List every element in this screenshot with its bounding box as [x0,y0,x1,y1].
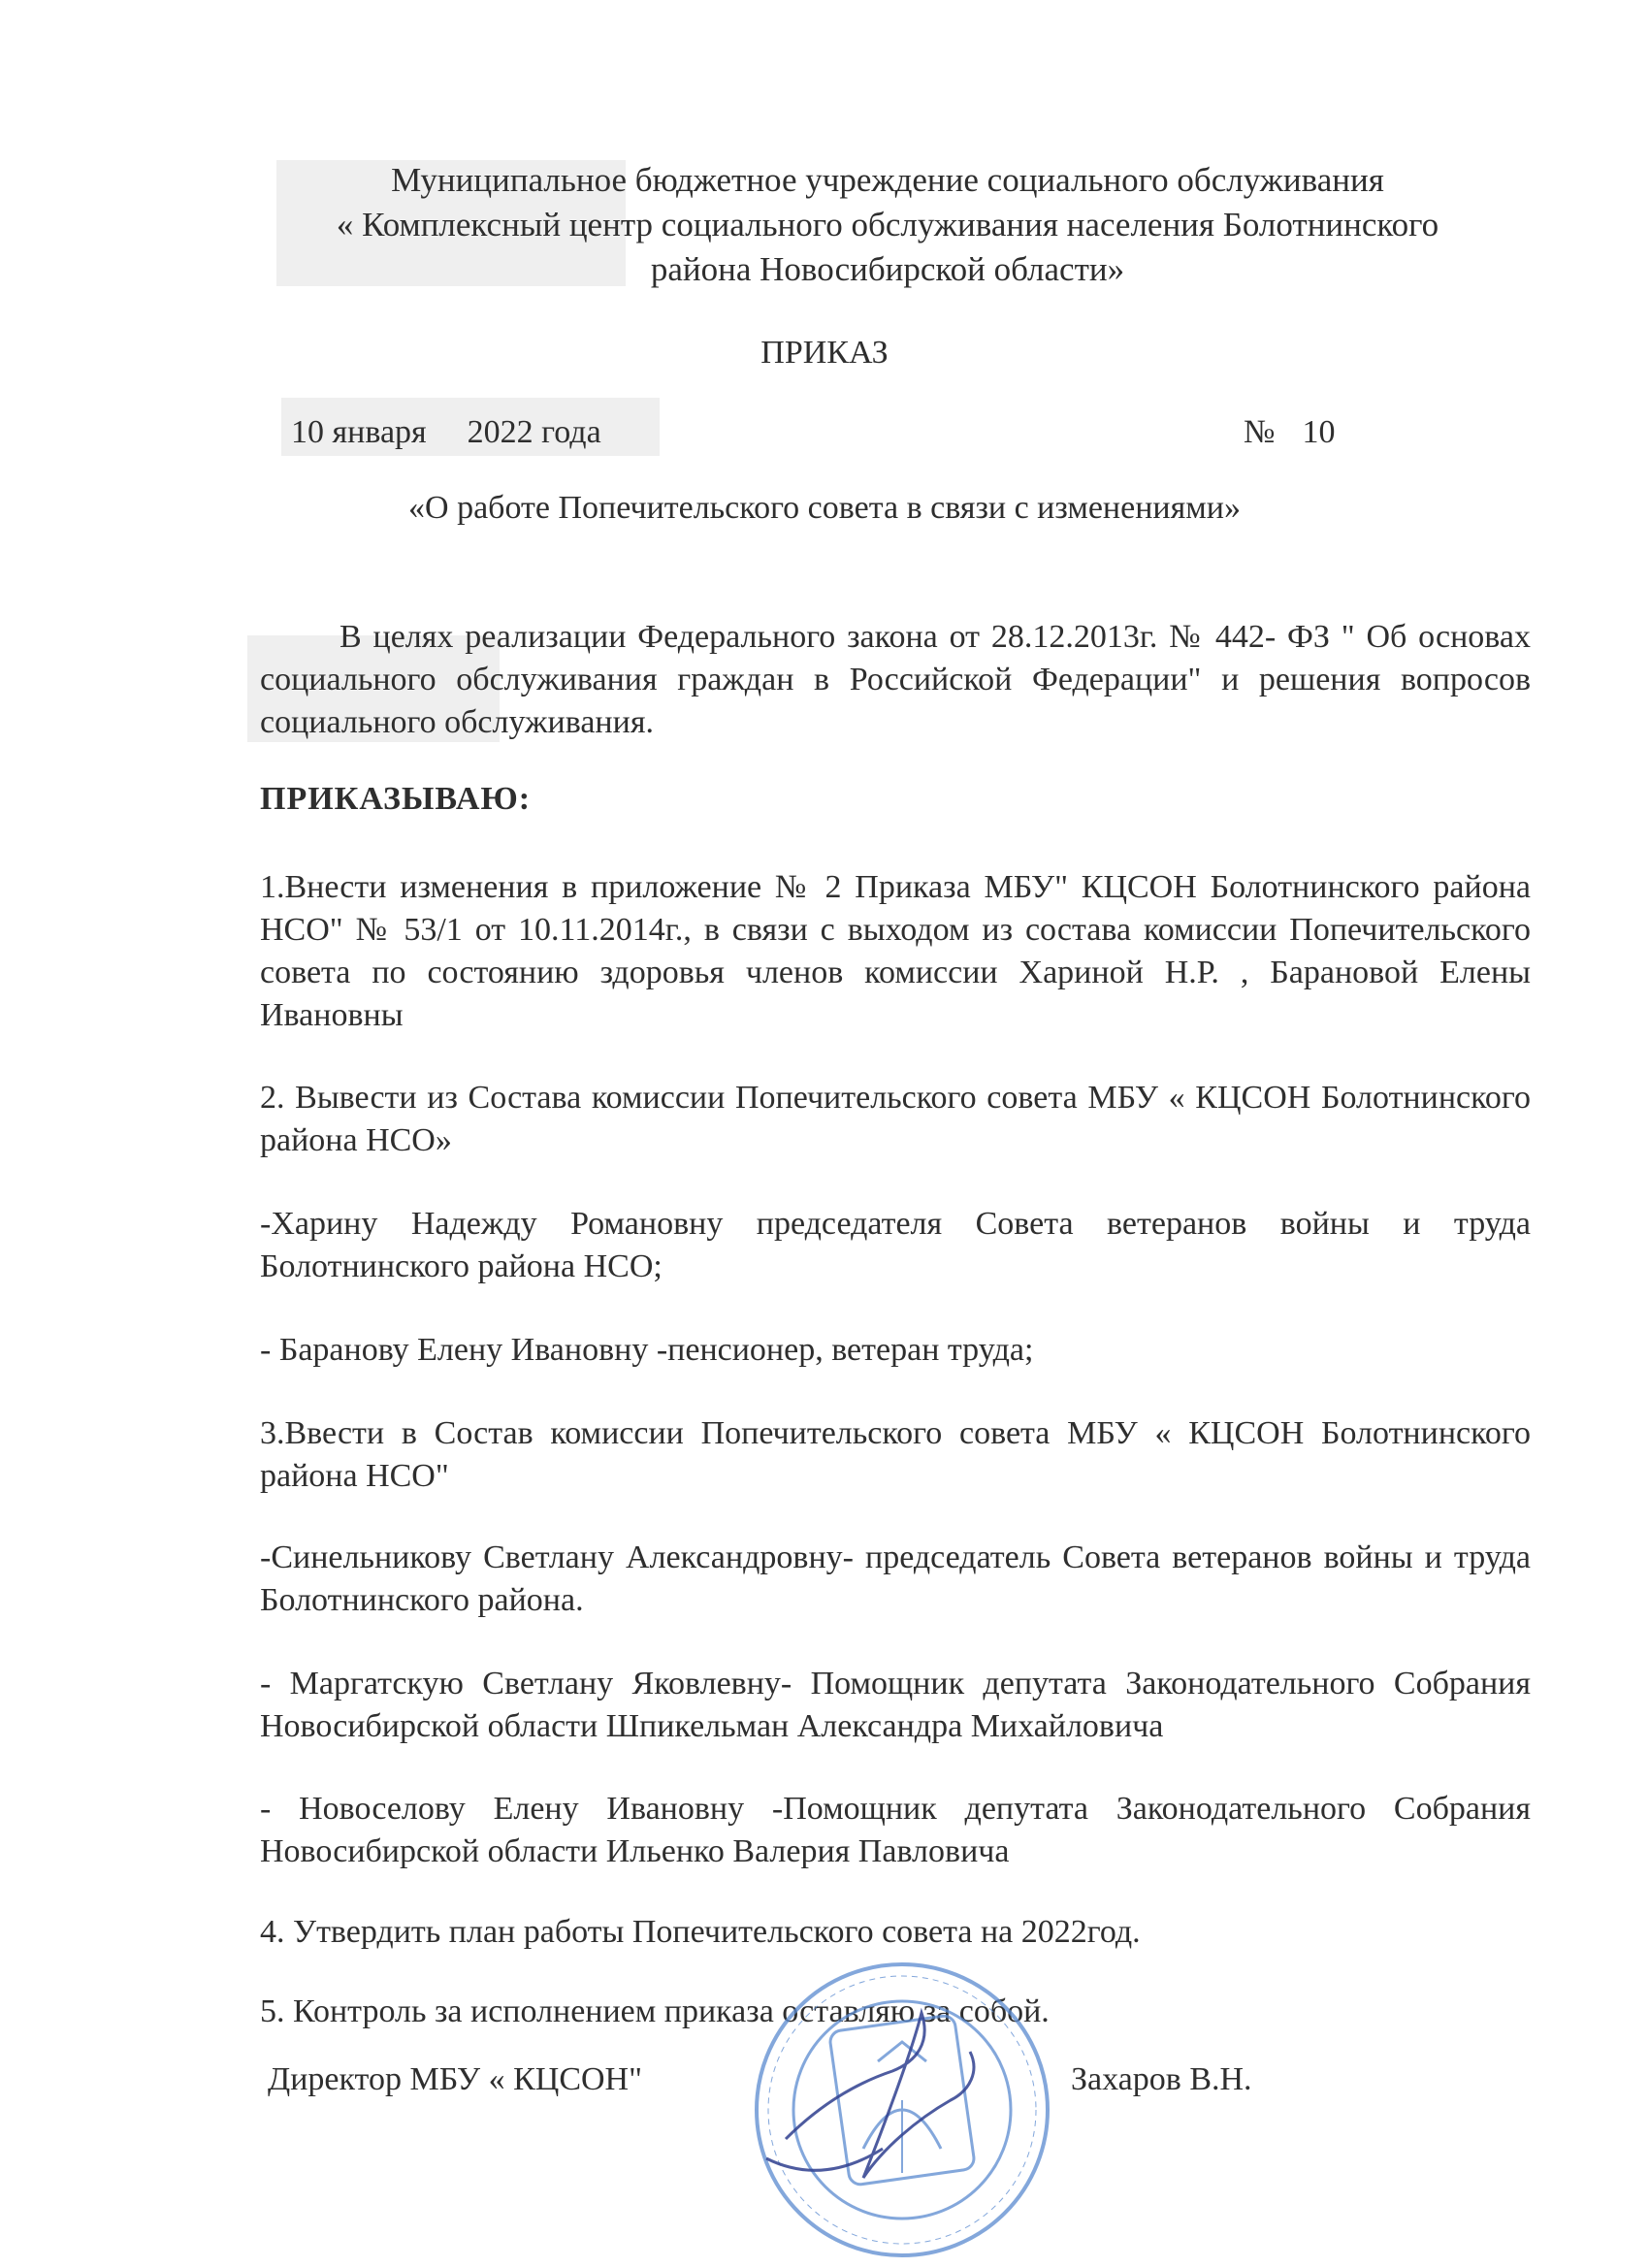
order-item: - Новоселову Елену Ивановну -Помощник депутата Законодательного Собрания Новосибирской области Ильенко Валерия Павловича [260,1791,1531,1869]
number-sign: № [1244,414,1276,450]
order-subject: «О работе Попечительского совета в связи с изменениями» [408,490,1241,526]
order-item: -Синельникову Светлану Александровну- председатель Совета ветеранов войны и труда Болотнинского района. [260,1539,1531,1618]
order-item: 5. Контроль за исполнением приказа оставляю за собой. [260,1993,1050,2029]
header-line-1: Муниципальное бюджетное учреждение социального обслуживания [391,161,1384,199]
order-item: 1.Внести изменения в приложение № 2 Приказа МБУ" КЦСОН Болотнинского района НСО" № 53/1 от 10.11.2014г., в связи с выходом из состава комиссии Попечительского совета по состоянию здоровья членов комиссии Хариной Н.Р. , Барановой Елены Ивановны [260,869,1531,1033]
date-day-month: 10 января [291,414,427,450]
order-item: - Маргатскую Светлану Яковлевну- Помощник депутата Законодательного Собрания Новосибирской области Шпикельман Александра Михайловича [260,1666,1531,1744]
header-line-2: « Комплексный центр социального обслуживания населения Болотнинского [336,206,1439,243]
signatory-name: Захаров В.Н. [1071,2061,1252,2097]
order-item: 2. Вывести из Состава комиссии Попечительского совета МБУ « КЦСОН Болотнинского района НСО» [260,1080,1531,1158]
order-item: - Баранову Елену Ивановну -пенсионер, ветеран труда; [260,1332,1034,1368]
order-date [291,414,601,451]
number-value: 10 [1302,414,1336,450]
order-item: 3.Ввести в Состав комиссии Попечительского совета МБУ « КЦСОН Болотнинского района НСО" [260,1415,1531,1494]
order-item: 4. Утвердить план работы Попечительского совета на 2022год. [260,1914,1141,1950]
signatory-position: Директор МБУ « КЦСОН" [268,2061,642,2097]
order-number [1244,414,1335,451]
order-directive-heading: ПРИКАЗЫВАЮ: [260,781,532,817]
organization-header [262,158,1513,292]
order-item: -Харину Надежду Романовну председателя Совета ветеранов войны и труда Болотнинского района НСО; [260,1206,1531,1284]
document-title: ПРИКАЗ [760,335,889,371]
preamble-paragraph: В целях реализации Федерального закона от 28.12.2013г. № 442- ФЗ " Об основах социального обслуживания граждан в Российской Федерации" и решения вопросов социального обслуживания. [260,619,1531,740]
header-line-3: района Новосибирской области» [650,250,1125,288]
round-seal-stamp-icon [747,1955,1057,2265]
date-year: 2022 года [467,414,601,450]
